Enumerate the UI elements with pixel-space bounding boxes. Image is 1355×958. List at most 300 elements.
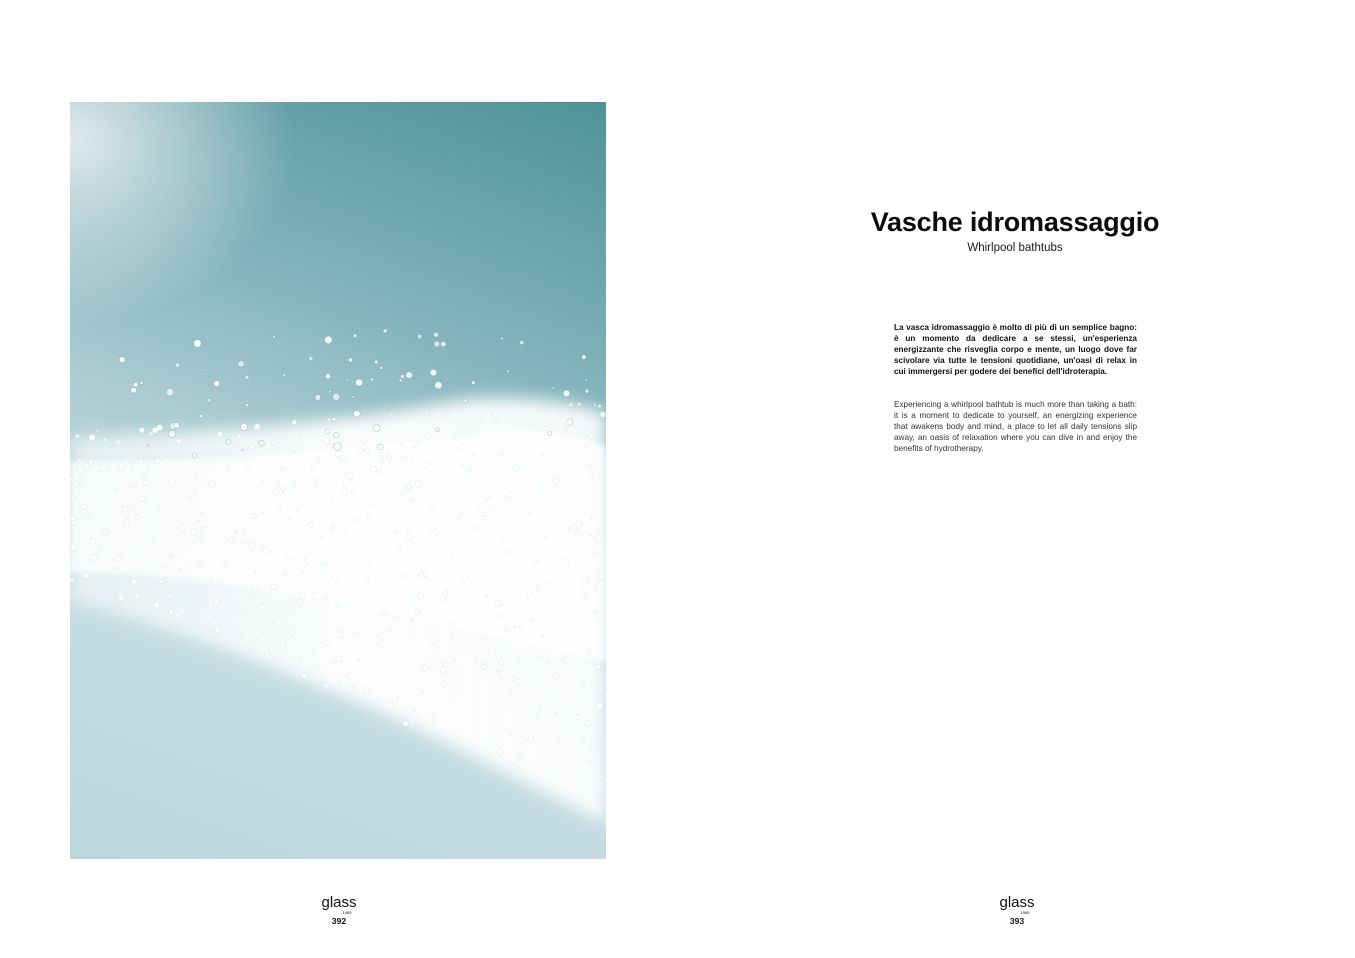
bubble bbox=[263, 547, 268, 552]
bubble bbox=[247, 466, 249, 468]
bubble bbox=[373, 425, 380, 432]
bubble bbox=[198, 520, 200, 522]
bubble bbox=[140, 381, 143, 384]
bubble bbox=[406, 456, 412, 462]
bubble bbox=[116, 556, 121, 561]
bubble bbox=[214, 599, 220, 605]
bubble bbox=[487, 652, 490, 655]
bubble bbox=[536, 714, 540, 718]
bubble bbox=[514, 626, 516, 628]
bubble bbox=[192, 454, 197, 459]
bubble bbox=[119, 357, 125, 363]
bubble bbox=[416, 720, 419, 723]
bubble bbox=[254, 424, 261, 431]
bubble bbox=[228, 508, 234, 514]
bubble bbox=[447, 415, 449, 417]
bubble bbox=[379, 457, 383, 461]
bubble bbox=[90, 554, 97, 561]
bubble bbox=[474, 659, 478, 663]
bubble bbox=[168, 581, 170, 583]
bubble bbox=[270, 647, 276, 653]
bubble bbox=[89, 434, 95, 440]
glass-logo bbox=[997, 893, 1037, 915]
bubble bbox=[510, 735, 512, 737]
bubble bbox=[166, 388, 174, 396]
bubble bbox=[398, 545, 402, 549]
bubble bbox=[591, 473, 593, 475]
bubble bbox=[590, 517, 592, 519]
page-subtitle: Whirlpool bathtubs bbox=[967, 242, 1063, 254]
bubble bbox=[401, 457, 403, 459]
bubble bbox=[310, 464, 316, 470]
bubble bbox=[74, 481, 79, 486]
bubble bbox=[553, 673, 559, 679]
bubble bbox=[240, 608, 244, 612]
bubble bbox=[541, 454, 543, 456]
bubble bbox=[587, 464, 592, 469]
bubble bbox=[112, 477, 118, 483]
bubble bbox=[299, 592, 306, 599]
bubble bbox=[71, 507, 74, 510]
bubble bbox=[88, 459, 94, 465]
bubble bbox=[499, 660, 504, 665]
bubble bbox=[205, 445, 207, 447]
bubble bbox=[315, 394, 321, 400]
bubble bbox=[539, 653, 545, 659]
bubble bbox=[320, 561, 325, 566]
bubble bbox=[169, 555, 172, 558]
bubble bbox=[443, 681, 445, 683]
bubble bbox=[293, 535, 297, 539]
bubble bbox=[382, 423, 386, 427]
svg-text:glass: glass bbox=[999, 894, 1035, 911]
bubble bbox=[149, 601, 151, 603]
bubble bbox=[519, 625, 523, 629]
bubble bbox=[410, 618, 413, 621]
bubble bbox=[588, 433, 594, 439]
bubble bbox=[400, 573, 406, 579]
bubble bbox=[210, 578, 212, 580]
bubble bbox=[353, 410, 360, 417]
bubble bbox=[241, 449, 243, 451]
bubble bbox=[593, 661, 597, 665]
bubble bbox=[214, 634, 218, 638]
bubble bbox=[531, 618, 534, 621]
bubble bbox=[603, 490, 606, 494]
bubble bbox=[342, 670, 349, 677]
bubble bbox=[226, 440, 231, 445]
bubble bbox=[504, 628, 508, 632]
bubble bbox=[134, 515, 139, 520]
bubble bbox=[234, 530, 237, 533]
bubble bbox=[292, 420, 297, 425]
bubble bbox=[100, 462, 102, 464]
bubble bbox=[82, 504, 88, 510]
bubble bbox=[590, 534, 592, 536]
bubble bbox=[309, 647, 313, 651]
bubble bbox=[576, 529, 579, 532]
bubble bbox=[396, 697, 399, 700]
bubble bbox=[530, 707, 532, 709]
bubble bbox=[144, 457, 146, 459]
bubble bbox=[511, 765, 513, 767]
bubble bbox=[270, 550, 275, 555]
bubble bbox=[292, 558, 295, 561]
bubble bbox=[458, 518, 460, 520]
bubble bbox=[418, 592, 424, 598]
bubble bbox=[338, 434, 340, 436]
bubble bbox=[328, 444, 332, 448]
bubble bbox=[327, 419, 329, 421]
bubble bbox=[132, 483, 136, 487]
bubble bbox=[245, 375, 249, 379]
bubble bbox=[281, 486, 286, 491]
bubble bbox=[431, 644, 437, 650]
bubble bbox=[583, 681, 586, 684]
bubble bbox=[489, 505, 494, 510]
bubble bbox=[75, 551, 78, 554]
bubble bbox=[89, 538, 96, 545]
page-number: 392 bbox=[331, 916, 347, 926]
bubble bbox=[374, 360, 378, 364]
bubble bbox=[206, 614, 212, 620]
bubble bbox=[459, 513, 462, 516]
bubble bbox=[432, 719, 435, 722]
bubble bbox=[447, 588, 449, 590]
bubble bbox=[161, 566, 163, 568]
bubble bbox=[488, 497, 490, 499]
bubble bbox=[326, 564, 328, 566]
bubble bbox=[213, 461, 219, 467]
bubble bbox=[273, 336, 275, 338]
bubble bbox=[375, 637, 381, 643]
bubble bbox=[307, 564, 309, 566]
bubble bbox=[600, 412, 606, 418]
bubble bbox=[189, 541, 194, 546]
whirlpool-photo bbox=[70, 102, 606, 859]
bubble bbox=[271, 584, 277, 590]
bubble bbox=[600, 782, 604, 786]
bubble bbox=[442, 600, 447, 605]
bubble bbox=[133, 382, 138, 387]
bubble bbox=[520, 341, 524, 345]
bubble bbox=[543, 421, 548, 426]
bubble bbox=[582, 580, 589, 587]
bubble bbox=[596, 703, 602, 709]
bubble bbox=[281, 467, 285, 471]
bubble bbox=[226, 450, 228, 452]
footer-left bbox=[309, 893, 369, 926]
bubble bbox=[119, 463, 125, 469]
bubble bbox=[71, 496, 75, 500]
bubble bbox=[497, 615, 503, 621]
bubble bbox=[104, 533, 107, 536]
bubble bbox=[553, 478, 559, 484]
bubble bbox=[406, 372, 413, 379]
bubble bbox=[480, 519, 485, 524]
bubble bbox=[462, 727, 464, 729]
bubble bbox=[346, 379, 348, 381]
svg-text:glass: glass bbox=[321, 894, 357, 911]
bubble bbox=[129, 486, 131, 488]
bubble bbox=[104, 438, 108, 442]
bubble bbox=[451, 701, 454, 704]
bubble bbox=[138, 459, 144, 465]
bubble bbox=[159, 574, 165, 580]
bubble bbox=[196, 538, 201, 543]
bubble bbox=[452, 622, 456, 626]
bubble bbox=[325, 336, 333, 344]
bubble bbox=[194, 475, 198, 479]
bubble bbox=[175, 582, 178, 585]
bubble bbox=[332, 575, 339, 582]
bubble bbox=[146, 535, 150, 539]
bubble bbox=[473, 526, 478, 531]
bubble bbox=[159, 579, 164, 584]
bubble bbox=[477, 509, 479, 511]
bubble bbox=[179, 525, 186, 532]
bubble bbox=[578, 703, 580, 705]
bubble bbox=[236, 434, 241, 439]
bubble bbox=[215, 627, 220, 632]
bubble bbox=[299, 436, 301, 438]
bubble bbox=[176, 438, 182, 444]
bubble bbox=[453, 659, 456, 662]
bubble bbox=[492, 411, 498, 417]
footer-right bbox=[987, 893, 1047, 926]
bubble bbox=[596, 665, 601, 670]
bubble bbox=[140, 496, 146, 502]
bubble bbox=[190, 621, 193, 624]
bubble bbox=[426, 434, 431, 439]
bubble bbox=[73, 460, 75, 462]
bubble bbox=[367, 581, 369, 583]
bubble bbox=[380, 366, 383, 369]
bubble bbox=[459, 444, 465, 450]
bubble bbox=[466, 466, 471, 471]
bubble bbox=[272, 621, 274, 623]
bubble bbox=[472, 453, 475, 456]
bubble bbox=[253, 588, 258, 593]
bubble bbox=[229, 538, 234, 543]
bubble bbox=[152, 540, 154, 542]
bubble bbox=[323, 683, 329, 689]
bubble bbox=[276, 481, 279, 484]
bubble bbox=[594, 611, 598, 615]
bubble bbox=[194, 340, 202, 348]
bubble bbox=[583, 740, 585, 742]
bubble bbox=[299, 659, 301, 661]
bubble bbox=[585, 389, 589, 393]
bubble bbox=[401, 443, 403, 445]
bubble bbox=[348, 479, 350, 481]
bubble bbox=[546, 660, 549, 663]
bubble bbox=[70, 477, 73, 482]
bubble bbox=[223, 561, 227, 565]
bubble bbox=[266, 599, 270, 603]
bubble bbox=[110, 447, 113, 450]
bubble bbox=[497, 749, 503, 755]
bubble bbox=[417, 335, 421, 339]
bubble bbox=[147, 444, 149, 446]
bubble bbox=[363, 449, 366, 452]
bubble bbox=[539, 706, 542, 709]
bubble bbox=[481, 512, 486, 517]
bubble bbox=[424, 462, 430, 468]
bubble bbox=[434, 341, 440, 347]
bubble bbox=[592, 799, 595, 802]
bubble bbox=[507, 370, 510, 373]
bubble bbox=[170, 617, 173, 620]
bubble bbox=[346, 472, 353, 479]
bubble bbox=[168, 609, 173, 614]
bubble bbox=[154, 602, 160, 608]
bubble bbox=[451, 556, 454, 559]
bubble bbox=[83, 572, 89, 578]
bubble bbox=[578, 403, 581, 406]
bubble bbox=[430, 527, 435, 532]
bubble bbox=[401, 375, 405, 379]
bubble bbox=[262, 513, 264, 515]
bubble bbox=[376, 583, 378, 585]
bubble bbox=[201, 585, 203, 587]
bubble bbox=[528, 513, 530, 515]
bubble bbox=[394, 616, 396, 618]
bubble bbox=[353, 632, 358, 637]
bubble bbox=[368, 500, 374, 506]
bubble bbox=[486, 500, 488, 502]
bubble bbox=[131, 579, 137, 585]
svg-text:1989: 1989 bbox=[1020, 910, 1030, 915]
bubble bbox=[464, 399, 468, 403]
bubble bbox=[165, 457, 171, 463]
bubble bbox=[113, 453, 115, 455]
bubble bbox=[115, 488, 117, 490]
bubble bbox=[285, 555, 289, 559]
bubble bbox=[430, 369, 437, 376]
bubble bbox=[76, 468, 78, 470]
bubble bbox=[324, 640, 329, 645]
bubble bbox=[436, 534, 438, 536]
bubble bbox=[331, 661, 335, 665]
bubble bbox=[314, 666, 319, 671]
bubble bbox=[423, 665, 429, 671]
bubble bbox=[118, 594, 124, 600]
bubble bbox=[581, 592, 587, 598]
bubble bbox=[325, 630, 328, 633]
bubble bbox=[145, 465, 149, 469]
bubble bbox=[194, 591, 196, 593]
bubble bbox=[501, 538, 503, 540]
bubble bbox=[340, 531, 346, 537]
bubble bbox=[116, 439, 122, 445]
bubble bbox=[154, 458, 160, 464]
bubble bbox=[414, 710, 416, 712]
bubble bbox=[362, 439, 367, 444]
bubble bbox=[174, 423, 180, 429]
bubble bbox=[132, 461, 135, 464]
bubble bbox=[576, 756, 581, 761]
bubble bbox=[495, 600, 501, 606]
bubble bbox=[149, 432, 153, 436]
bubble bbox=[341, 488, 347, 494]
paragraph-english: Experiencing a whirlpool bathtub is much more than taking a bath: it is a moment to dedicate to yourself, an energizing experience that awakens body and mind, a place to let all daily tensions slip away, an oasis of relaxation where you can dive in and enjoy the benefits of hydrotherapy. bbox=[894, 400, 1137, 454]
bubble bbox=[143, 481, 148, 486]
bubble bbox=[179, 569, 182, 572]
bubble bbox=[387, 628, 392, 633]
bubble bbox=[391, 413, 394, 416]
bubble bbox=[598, 405, 601, 408]
bubble bbox=[367, 514, 372, 519]
bubble bbox=[501, 702, 507, 708]
bubble bbox=[169, 479, 175, 485]
bubble bbox=[149, 592, 151, 594]
bubble bbox=[209, 480, 216, 487]
bubble bbox=[331, 498, 333, 500]
bubble bbox=[107, 456, 109, 458]
bubble bbox=[259, 604, 265, 610]
bubble bbox=[533, 560, 537, 564]
bubble bbox=[526, 592, 532, 598]
bubble bbox=[261, 653, 265, 657]
bubble bbox=[283, 571, 287, 575]
bubble bbox=[589, 746, 591, 748]
bubble bbox=[538, 559, 540, 561]
bubble bbox=[402, 491, 406, 495]
bubble bbox=[496, 654, 498, 656]
bubble bbox=[512, 464, 518, 470]
bubble bbox=[76, 434, 80, 438]
bubble bbox=[154, 454, 157, 457]
bubble bbox=[522, 683, 527, 688]
bubble bbox=[453, 438, 455, 440]
bubble bbox=[152, 427, 158, 433]
bubble bbox=[131, 467, 133, 469]
bubble bbox=[107, 558, 112, 563]
bubble bbox=[390, 701, 392, 703]
bubble bbox=[555, 739, 559, 743]
bubble bbox=[248, 542, 255, 549]
bubble bbox=[340, 455, 346, 461]
bubble bbox=[407, 535, 413, 541]
bubble bbox=[525, 417, 527, 419]
bubble bbox=[98, 471, 102, 475]
bubble bbox=[595, 534, 601, 540]
bubble bbox=[566, 428, 568, 430]
bubble bbox=[139, 428, 144, 433]
bubble bbox=[598, 573, 605, 580]
bubble bbox=[113, 566, 116, 569]
bubble bbox=[425, 411, 429, 415]
page-title: Vasche idromassaggio bbox=[870, 207, 1160, 237]
bubble bbox=[584, 443, 588, 447]
bubble bbox=[188, 497, 191, 500]
bubble bbox=[563, 390, 570, 397]
bubble bbox=[576, 521, 582, 527]
page-number: 393 bbox=[1009, 916, 1025, 926]
bubble bbox=[325, 374, 330, 379]
bubble bbox=[323, 437, 329, 443]
bubble bbox=[432, 713, 435, 716]
bubble bbox=[378, 444, 384, 450]
bubble bbox=[323, 595, 327, 599]
bubble bbox=[240, 635, 243, 638]
bubble bbox=[194, 490, 196, 492]
bubble bbox=[334, 443, 341, 450]
bubble bbox=[207, 398, 211, 402]
bubble bbox=[198, 625, 201, 628]
bubble bbox=[330, 529, 334, 533]
